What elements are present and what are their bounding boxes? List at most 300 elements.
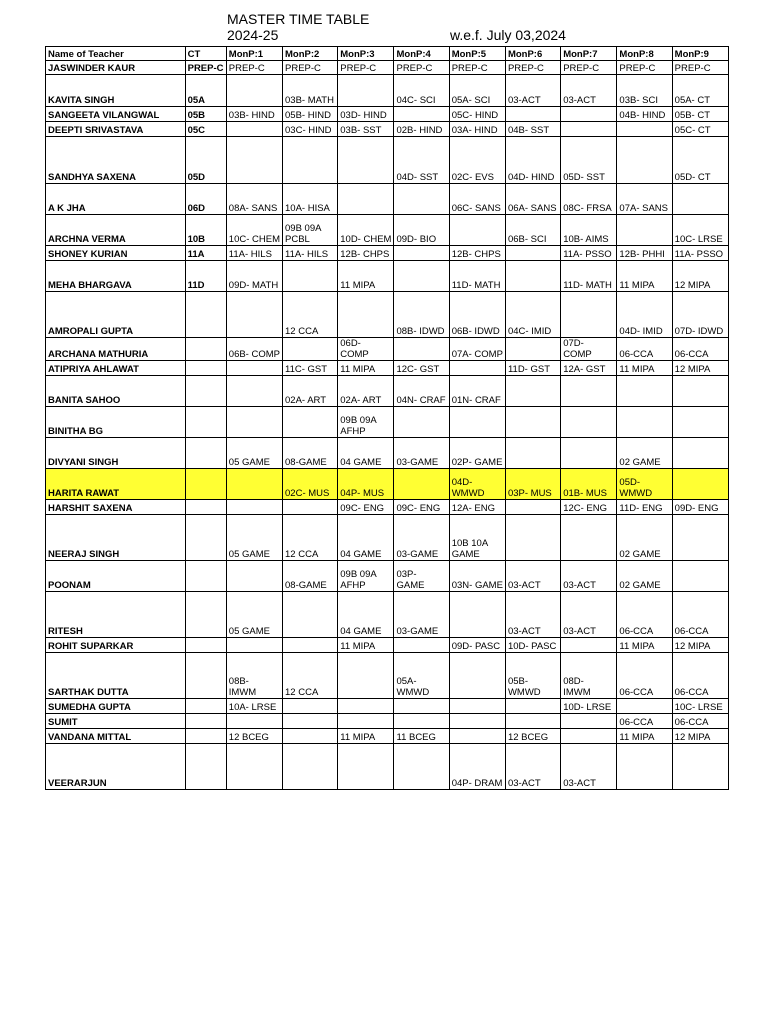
- period-cell: [283, 261, 338, 292]
- period-cell: 08C- FRSA: [561, 184, 617, 215]
- teacher-name-cell: POONAM: [46, 561, 186, 592]
- column-header: CT: [185, 47, 226, 61]
- period-cell: 01N- CRAF: [449, 376, 505, 407]
- table-row: [46, 338, 729, 361]
- period-cell: [394, 699, 449, 714]
- period-cell: 09D- MATH: [226, 261, 282, 292]
- class-teacher-cell: [185, 729, 226, 744]
- period-cell: 03-ACT: [505, 592, 560, 638]
- period-cell: [394, 469, 449, 500]
- period-cell: [226, 376, 282, 407]
- period-cell: [338, 292, 394, 338]
- period-cell: 03C- HIND: [283, 122, 338, 137]
- class-teacher-cell: [185, 361, 226, 376]
- period-cell: 02A- ART: [283, 376, 338, 407]
- period-cell: 11 MIPA: [338, 729, 394, 744]
- period-cell: [505, 246, 560, 261]
- period-cell: 08D- IMWM: [561, 653, 617, 699]
- period-cell: 08B- IMWM: [226, 653, 282, 699]
- teacher-name-cell: ARCHANA MATHURIA: [46, 338, 186, 361]
- period-cell: PREP-C: [394, 61, 449, 75]
- period-cell: 03B- SCI: [617, 75, 672, 107]
- period-cell: 05C- CT: [672, 122, 728, 137]
- period-cell: 12 CCA: [283, 653, 338, 699]
- page-title: MASTER TIME TABLE: [227, 11, 370, 27]
- period-cell: 05D- CT: [672, 137, 728, 184]
- period-cell: 12B- CHPS: [449, 246, 505, 261]
- column-header: MonP:7: [561, 47, 617, 61]
- period-cell: 04D- SST: [394, 137, 449, 184]
- period-cell: [394, 744, 449, 790]
- period-cell: 11 MIPA: [338, 361, 394, 376]
- period-cell: [449, 592, 505, 638]
- table-row: [46, 653, 729, 699]
- table-row: [46, 107, 729, 122]
- period-cell: [672, 407, 728, 438]
- table-row: [46, 729, 729, 744]
- table-row: [46, 500, 729, 515]
- period-cell: 02C- MUS: [283, 469, 338, 500]
- teacher-name-cell: VANDANA MITTAL: [46, 729, 186, 744]
- period-cell: 03B- SST: [338, 122, 394, 137]
- class-teacher-cell: [185, 438, 226, 469]
- class-teacher-cell: 10B: [185, 215, 226, 246]
- period-cell: [338, 744, 394, 790]
- teacher-name-cell: KAVITA SINGH: [46, 75, 186, 107]
- period-cell: [561, 438, 617, 469]
- column-header: MonP:9: [672, 47, 728, 61]
- teacher-name-cell: BINITHA BG: [46, 407, 186, 438]
- period-cell: PREP-C: [449, 61, 505, 75]
- period-cell: [283, 638, 338, 653]
- period-cell: 12 BCEG: [505, 729, 560, 744]
- period-cell: 12A- GST: [561, 361, 617, 376]
- period-cell: [505, 107, 560, 122]
- period-cell: 02A- ART: [338, 376, 394, 407]
- table-row: [46, 292, 729, 338]
- table-row: [46, 714, 729, 729]
- period-cell: [561, 729, 617, 744]
- class-teacher-cell: [185, 515, 226, 561]
- period-cell: 12 MIPA: [672, 361, 728, 376]
- period-cell: [617, 137, 672, 184]
- period-cell: [505, 699, 560, 714]
- period-cell: [672, 561, 728, 592]
- period-cell: [283, 592, 338, 638]
- column-header: MonP:3: [338, 47, 394, 61]
- teacher-name-cell: NEERAJ SINGH: [46, 515, 186, 561]
- period-cell: [338, 714, 394, 729]
- period-cell: PREP-C: [617, 61, 672, 75]
- period-cell: 08-GAME: [283, 561, 338, 592]
- schedule-body: [46, 61, 729, 790]
- period-cell: 11D- MATH: [449, 261, 505, 292]
- period-cell: [449, 361, 505, 376]
- class-teacher-cell: [185, 338, 226, 361]
- period-cell: [226, 561, 282, 592]
- table-row: [46, 246, 729, 261]
- period-cell: [226, 744, 282, 790]
- period-cell: [283, 137, 338, 184]
- period-cell: [394, 638, 449, 653]
- column-header: Name of Teacher: [46, 47, 186, 61]
- period-cell: [561, 376, 617, 407]
- teacher-name-cell: ROHIT SUPARKAR: [46, 638, 186, 653]
- period-cell: 06-CCA: [672, 592, 728, 638]
- period-cell: 11 MIPA: [617, 361, 672, 376]
- teacher-name-cell: BANITA SAHOO: [46, 376, 186, 407]
- period-cell: 03P- GAME: [394, 561, 449, 592]
- period-cell: 11A- PSSO: [672, 246, 728, 261]
- period-cell: [505, 261, 560, 292]
- period-cell: 05B- WMWD: [505, 653, 560, 699]
- period-cell: [617, 744, 672, 790]
- period-cell: 11 MIPA: [617, 729, 672, 744]
- teacher-name-cell: DIVYANI SINGH: [46, 438, 186, 469]
- period-cell: 03-GAME: [394, 438, 449, 469]
- title-block: [227, 11, 727, 45]
- class-teacher-cell: 05C: [185, 122, 226, 137]
- period-cell: [226, 714, 282, 729]
- period-cell: [283, 407, 338, 438]
- table-row: [46, 137, 729, 184]
- period-cell: 03B- HIND: [226, 107, 282, 122]
- period-cell: 11C- GST: [283, 361, 338, 376]
- period-cell: 06-CCA: [672, 653, 728, 699]
- period-cell: [283, 714, 338, 729]
- table-row: [46, 407, 729, 438]
- table-row: [46, 75, 729, 107]
- period-cell: [449, 407, 505, 438]
- class-teacher-cell: [185, 292, 226, 338]
- class-teacher-cell: 06D: [185, 184, 226, 215]
- period-cell: 05B- HIND: [283, 107, 338, 122]
- period-cell: 12 MIPA: [672, 261, 728, 292]
- table-row: [46, 469, 729, 500]
- period-cell: 04P- MUS: [338, 469, 394, 500]
- period-cell: [338, 699, 394, 714]
- period-cell: [672, 376, 728, 407]
- class-teacher-cell: 05A: [185, 75, 226, 107]
- period-cell: [672, 744, 728, 790]
- table-row: [46, 361, 729, 376]
- teacher-name-cell: MEHA BHARGAVA: [46, 261, 186, 292]
- period-cell: 03P- MUS: [505, 469, 560, 500]
- period-cell: 09B 09A AFHP: [338, 407, 394, 438]
- period-cell: 06-CCA: [672, 338, 728, 361]
- period-cell: [338, 184, 394, 215]
- period-cell: 03-ACT: [561, 561, 617, 592]
- header-row: [46, 47, 729, 61]
- period-cell: 04D- HIND: [505, 137, 560, 184]
- teacher-name-cell: DEEPTI SRIVASTAVA: [46, 122, 186, 137]
- period-cell: 06B- COMP: [226, 338, 282, 361]
- period-cell: 10C- CHEM: [226, 215, 282, 246]
- period-cell: 02 GAME: [617, 515, 672, 561]
- period-cell: 12 CCA: [283, 515, 338, 561]
- period-cell: 05 GAME: [226, 438, 282, 469]
- period-cell: [561, 292, 617, 338]
- period-cell: 11 MIPA: [338, 638, 394, 653]
- period-cell: 11D- GST: [505, 361, 560, 376]
- table-row: [46, 744, 729, 790]
- table-row: [46, 699, 729, 714]
- period-cell: 06B- SCI: [505, 215, 560, 246]
- period-cell: 09B 09A PCBL: [283, 215, 338, 246]
- class-teacher-cell: [185, 561, 226, 592]
- period-cell: 06-CCA: [617, 714, 672, 729]
- period-cell: [505, 515, 560, 561]
- period-cell: [617, 215, 672, 246]
- period-cell: 03-ACT: [505, 75, 560, 107]
- period-cell: 09B 09A AFHP: [338, 561, 394, 592]
- table-row: [46, 215, 729, 246]
- period-cell: 09D- PASC: [449, 638, 505, 653]
- period-cell: 03N- GAME: [449, 561, 505, 592]
- class-teacher-cell: [185, 500, 226, 515]
- period-cell: 04D- IMID: [617, 292, 672, 338]
- period-cell: [338, 653, 394, 699]
- period-cell: 05D- WMWD: [617, 469, 672, 500]
- table-row: [46, 61, 729, 75]
- class-teacher-cell: [185, 592, 226, 638]
- period-cell: [394, 261, 449, 292]
- period-cell: 06C- SANS: [449, 184, 505, 215]
- period-cell: 09D- ENG: [672, 500, 728, 515]
- table-row: [46, 638, 729, 653]
- period-cell: [226, 122, 282, 137]
- period-cell: 05C- HIND: [449, 107, 505, 122]
- period-cell: 10A- HISA: [283, 184, 338, 215]
- period-cell: [561, 122, 617, 137]
- class-teacher-cell: 11D: [185, 261, 226, 292]
- teacher-name-cell: HARITA RAWAT: [46, 469, 186, 500]
- period-cell: [226, 75, 282, 107]
- period-cell: 06B- IDWD: [449, 292, 505, 338]
- period-cell: 11 BCEG: [394, 729, 449, 744]
- period-cell: [505, 714, 560, 729]
- period-cell: [617, 376, 672, 407]
- period-cell: 06-CCA: [617, 592, 672, 638]
- period-cell: 06D- COMP: [338, 338, 394, 361]
- period-cell: PREP-C: [283, 61, 338, 75]
- teacher-name-cell: SUMEDHA GUPTA: [46, 699, 186, 714]
- teacher-name-cell: A K JHA: [46, 184, 186, 215]
- column-header: MonP:5: [449, 47, 505, 61]
- period-cell: [394, 407, 449, 438]
- column-header: MonP:2: [283, 47, 338, 61]
- teacher-name-cell: ARCHNA VERMA: [46, 215, 186, 246]
- teacher-name-cell: RITESH: [46, 592, 186, 638]
- period-cell: 02C- EVS: [449, 137, 505, 184]
- period-cell: [394, 714, 449, 729]
- period-cell: 09C- ENG: [394, 500, 449, 515]
- period-cell: 05A- CT: [672, 75, 728, 107]
- period-cell: [226, 638, 282, 653]
- period-cell: 12 MIPA: [672, 729, 728, 744]
- class-teacher-cell: [185, 714, 226, 729]
- column-header: MonP:8: [617, 47, 672, 61]
- period-cell: 08A- SANS: [226, 184, 282, 215]
- period-cell: 05A- SCI: [449, 75, 505, 107]
- period-cell: 02 GAME: [617, 438, 672, 469]
- period-cell: 12C- ENG: [561, 500, 617, 515]
- period-cell: [617, 699, 672, 714]
- period-cell: 07D- COMP: [561, 338, 617, 361]
- period-cell: [394, 184, 449, 215]
- period-cell: 05 GAME: [226, 592, 282, 638]
- period-cell: 12A- ENG: [449, 500, 505, 515]
- teacher-name-cell: SANDHYA SAXENA: [46, 137, 186, 184]
- period-cell: 03D- HIND: [338, 107, 394, 122]
- period-cell: [394, 107, 449, 122]
- period-cell: 03-GAME: [394, 515, 449, 561]
- period-cell: PREP-C: [561, 61, 617, 75]
- period-cell: 02 GAME: [617, 561, 672, 592]
- academic-year: 2024-25: [227, 27, 279, 43]
- period-cell: 06-CCA: [617, 653, 672, 699]
- period-cell: 11D- MATH: [561, 261, 617, 292]
- period-cell: 04C- SCI: [394, 75, 449, 107]
- period-cell: PREP-C: [672, 61, 728, 75]
- period-cell: [283, 729, 338, 744]
- period-cell: 04B- SST: [505, 122, 560, 137]
- period-cell: [561, 107, 617, 122]
- period-cell: 10D- LRSE: [561, 699, 617, 714]
- class-teacher-cell: [185, 376, 226, 407]
- period-cell: [617, 407, 672, 438]
- period-cell: 06-CCA: [617, 338, 672, 361]
- class-teacher-cell: [185, 653, 226, 699]
- period-cell: 05 GAME: [226, 515, 282, 561]
- period-cell: [505, 376, 560, 407]
- period-cell: 12 CCA: [283, 292, 338, 338]
- period-cell: 11A- PSSO: [561, 246, 617, 261]
- period-cell: [449, 714, 505, 729]
- table-row: [46, 122, 729, 137]
- period-cell: 11D- ENG: [617, 500, 672, 515]
- teacher-name-cell: SHONEY KURIAN: [46, 246, 186, 261]
- period-cell: 09D- BIO: [394, 215, 449, 246]
- period-cell: 06A- SANS: [505, 184, 560, 215]
- period-cell: 10B 10A GAME: [449, 515, 505, 561]
- period-cell: 08-GAME: [283, 438, 338, 469]
- period-cell: 03-ACT: [505, 561, 560, 592]
- teacher-name-cell: HARSHIT SAXENA: [46, 500, 186, 515]
- period-cell: [672, 438, 728, 469]
- period-cell: 11A- HILS: [283, 246, 338, 261]
- table-row: [46, 261, 729, 292]
- period-cell: [226, 292, 282, 338]
- class-teacher-cell: 05B: [185, 107, 226, 122]
- teacher-name-cell: SANGEETA VILANGWAL: [46, 107, 186, 122]
- class-teacher-cell: [185, 407, 226, 438]
- period-cell: 03-GAME: [394, 592, 449, 638]
- period-cell: 03-ACT: [561, 744, 617, 790]
- period-cell: 10A- LRSE: [226, 699, 282, 714]
- timetable: [45, 46, 729, 790]
- period-cell: [672, 515, 728, 561]
- class-teacher-cell: 11A: [185, 246, 226, 261]
- period-cell: [226, 361, 282, 376]
- column-header: MonP:4: [394, 47, 449, 61]
- period-cell: 02B- HIND: [394, 122, 449, 137]
- period-cell: 05B- CT: [672, 107, 728, 122]
- period-cell: 09C- ENG: [338, 500, 394, 515]
- period-cell: [226, 137, 282, 184]
- class-teacher-cell: 05D: [185, 137, 226, 184]
- period-cell: 12 BCEG: [226, 729, 282, 744]
- teacher-name-cell: SARTHAK DUTTA: [46, 653, 186, 699]
- period-cell: [672, 184, 728, 215]
- period-cell: 04 GAME: [338, 515, 394, 561]
- period-cell: [449, 699, 505, 714]
- period-cell: [561, 407, 617, 438]
- period-cell: 12B- PHHI: [617, 246, 672, 261]
- period-cell: PREP-C: [226, 61, 282, 75]
- period-cell: 04B- HIND: [617, 107, 672, 122]
- period-cell: 10C- LRSE: [672, 215, 728, 246]
- period-cell: 03-ACT: [505, 744, 560, 790]
- period-cell: 05D- SST: [561, 137, 617, 184]
- period-cell: 10D- PASC: [505, 638, 560, 653]
- period-cell: [338, 137, 394, 184]
- period-cell: 04N- CRAF: [394, 376, 449, 407]
- teacher-name-cell: VEERARJUN: [46, 744, 186, 790]
- period-cell: [226, 469, 282, 500]
- period-cell: [283, 699, 338, 714]
- period-cell: [561, 714, 617, 729]
- period-cell: [505, 338, 560, 361]
- teacher-name-cell: AMROPALI GUPTA: [46, 292, 186, 338]
- table-row: [46, 438, 729, 469]
- column-header: MonP:6: [505, 47, 560, 61]
- period-cell: PREP-C: [505, 61, 560, 75]
- table-row: [46, 561, 729, 592]
- period-cell: 05A- WMWD: [394, 653, 449, 699]
- period-cell: 10C- LRSE: [672, 699, 728, 714]
- table-row: [46, 515, 729, 561]
- period-cell: 02P- GAME: [449, 438, 505, 469]
- period-cell: [672, 469, 728, 500]
- period-cell: [394, 246, 449, 261]
- teacher-name-cell: JASWINDER KAUR: [46, 61, 186, 75]
- period-cell: 03-ACT: [561, 75, 617, 107]
- period-cell: 11A- HILS: [226, 246, 282, 261]
- period-cell: [505, 500, 560, 515]
- period-cell: 04 GAME: [338, 438, 394, 469]
- column-header: MonP:1: [226, 47, 282, 61]
- period-cell: [561, 638, 617, 653]
- period-cell: 04D- WMWD: [449, 469, 505, 500]
- period-cell: 07D- IDWD: [672, 292, 728, 338]
- period-cell: [283, 744, 338, 790]
- table-row: [46, 184, 729, 215]
- period-cell: 10D- CHEM: [338, 215, 394, 246]
- period-cell: 03-ACT: [561, 592, 617, 638]
- table-row: [46, 376, 729, 407]
- period-cell: 11 MIPA: [338, 261, 394, 292]
- period-cell: 12 MIPA: [672, 638, 728, 653]
- period-cell: [505, 438, 560, 469]
- period-cell: [505, 407, 560, 438]
- period-cell: 10B- AIMS: [561, 215, 617, 246]
- class-teacher-cell: PREP-C: [185, 61, 226, 75]
- period-cell: PREP-C: [338, 61, 394, 75]
- period-cell: 12C- GST: [394, 361, 449, 376]
- period-cell: [226, 500, 282, 515]
- class-teacher-cell: [185, 469, 226, 500]
